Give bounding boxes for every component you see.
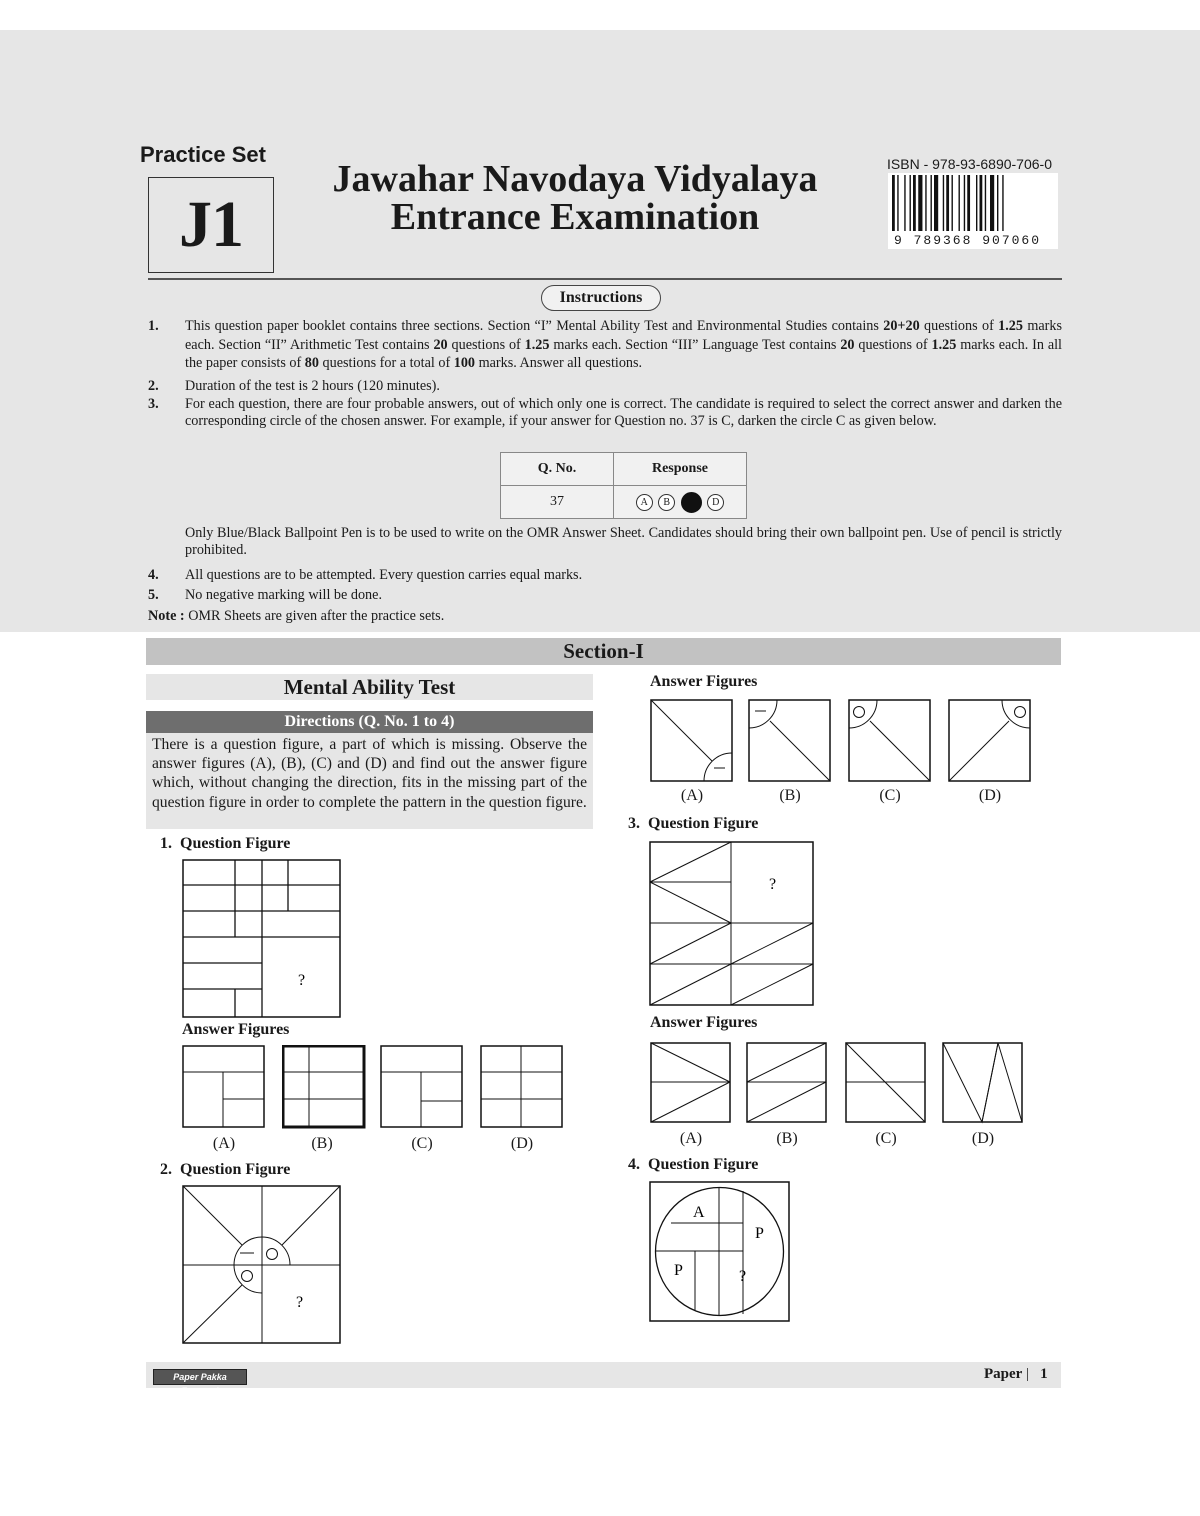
note-label: Note :: [148, 608, 185, 624]
q3-answer-c: [845, 1042, 927, 1124]
barcode-bar: [904, 175, 905, 231]
instruction-number: 4.: [148, 567, 159, 583]
barcode-bar: [943, 175, 944, 231]
barcode-bar: [985, 175, 986, 231]
header-divider: [148, 278, 1062, 280]
barcode-bar: [952, 175, 953, 231]
q3-answers-label: Answer Figures: [650, 1014, 758, 1031]
q1-label-d: (D): [510, 1135, 534, 1152]
directions-text: There is a question figure, a part of which is missing. Observe the answer figures (A), (B), (C) and (D) and find out the answer figure which, without changing the direction, fits in the missing part of the question figure in order to complete the pattern in the question figure.: [146, 733, 593, 829]
q2-heading: [160, 1161, 290, 1179]
instruction-text: For each question, there are four probable answers, out of which only one is correct. The candidate is required to select the correct answer and darken the corresponding circle of the chosen answer. For example, if your answer for Question no. 37 is C, darken the circle C as given below.: [185, 396, 1062, 429]
q2-label-c: (C): [879, 787, 901, 804]
response-example-table: [500, 452, 747, 519]
q1-label-c: (C): [411, 1135, 433, 1152]
q2-missing-mark: ?: [296, 1294, 304, 1311]
q4-letter-a: A: [693, 1204, 705, 1221]
q1-heading: [160, 835, 290, 853]
barcode-bar: [967, 175, 970, 231]
barcode-bar: [997, 175, 998, 231]
q3-number: 3.: [628, 815, 640, 832]
barcode-bar: [918, 175, 922, 231]
test-name: Mental Ability Test: [146, 674, 593, 700]
isbn-text: ISBN - 978-93-6890-706-0: [887, 156, 1052, 172]
q2-answer-b: [748, 699, 832, 783]
page-separator: |: [1025, 1366, 1029, 1382]
instruction-text: Duration of the test is 2 hours (120 minutes).: [185, 378, 440, 394]
instruction-text: This question paper booklet contains three sections. Section “I” Mental Ability Test and Environmental Studies contains 20+20 questions of 1.25 marks each. Section “II” Arithmetic Test contains 20 questions of 1.25 marks each. Section “III” Language Test contains 20 questions of 1.25 marks each. In all the paper consists of 80 questions for a total of 100 marks. Answer all questions.: [185, 318, 1062, 371]
q1-missing-mark: ?: [298, 972, 306, 989]
barcode-bar: [990, 175, 994, 231]
note: [148, 607, 444, 626]
barcode-bar: [910, 175, 911, 231]
q2-answer-d: [948, 699, 1032, 783]
barcode-bar: [925, 175, 926, 231]
barcode-bar: [897, 175, 898, 231]
page-title: [290, 160, 860, 236]
q2-number: 2.: [160, 1161, 172, 1178]
instruction-number: 5.: [148, 587, 159, 603]
barcode-bar: [959, 175, 960, 231]
q2-question-figure: [182, 1185, 342, 1345]
q4-number: 4.: [628, 1156, 640, 1173]
qno-value: 37: [501, 486, 614, 519]
footer-bar: [146, 1362, 1061, 1388]
page-number-value: 1: [1040, 1366, 1048, 1382]
q3-question-figure: [649, 841, 815, 1007]
instruction-number: 3.: [148, 396, 159, 412]
section-title: Section-I: [146, 638, 1061, 665]
bubble-a: A: [636, 494, 653, 511]
bubble-c-filled: [681, 492, 702, 513]
q3-answer-a: [650, 1042, 732, 1124]
instructions-heading: Instructions: [541, 285, 661, 311]
bubble-b: B: [658, 494, 675, 511]
bubble-d: D: [707, 494, 724, 511]
q2-answers-label: Answer Figures: [650, 673, 758, 690]
instruction-text: No negative marking will be done.: [185, 587, 382, 603]
q3-missing-mark: ?: [769, 876, 777, 893]
q1-label-a: (A): [212, 1135, 236, 1152]
publisher-logo: Paper Pakka Faarega!: [153, 1369, 247, 1385]
instruction-text: Only Blue/Black Ballpoint Pen is to be used to write on the OMR Answer Sheet. Candidates should bring their own ballpoint pen. Use of pencil is strictly prohibited.: [185, 525, 1062, 558]
q2-label-d: (D): [978, 787, 1002, 804]
q1-answer-a: [182, 1045, 266, 1129]
q3-label-a: (A): [679, 1130, 703, 1147]
barcode-digits: 9 789368 907060: [894, 233, 1042, 248]
q2-label-b: (B): [779, 787, 801, 804]
barcode: [888, 173, 1058, 249]
q3-label-d: (D): [971, 1130, 995, 1147]
title-line-2: Entrance Examination: [390, 196, 760, 238]
page-number: [984, 1366, 1048, 1383]
q3-answer-b: [746, 1042, 828, 1124]
q1-answer-b: [282, 1045, 366, 1129]
q1-answers-label: Answer Figures: [182, 1021, 290, 1038]
q3-label-c: (C): [875, 1130, 897, 1147]
barcode-bar: [1002, 175, 1003, 231]
barcode-bar: [946, 175, 949, 231]
q4-label: Question Figure: [648, 1156, 759, 1173]
barcode-bar: [931, 175, 932, 231]
q4-letter-p1: P: [755, 1225, 764, 1242]
response-bubbles: [614, 486, 747, 519]
q1-label-b: (B): [311, 1135, 333, 1152]
q1-answer-c: [380, 1045, 464, 1129]
note-text: OMR Sheets are given after the practice sets.: [188, 608, 445, 624]
q1-answer-d: [480, 1045, 564, 1129]
barcode-bar: [980, 175, 983, 231]
title-line-1: Jawahar Navodaya Vidyalaya: [332, 158, 818, 200]
instruction-number: 1.: [148, 318, 159, 334]
q3-heading: [628, 815, 758, 833]
q1-label: Question Figure: [180, 835, 291, 852]
set-code: J1: [148, 177, 274, 273]
barcode-bar: [913, 175, 916, 231]
page-label: Paper: [984, 1366, 1023, 1382]
response-header: Response: [614, 453, 747, 486]
barcode-bar: [892, 175, 895, 231]
q3-answer-d: [942, 1042, 1024, 1124]
q4-letter-p2: P: [674, 1262, 683, 1279]
instruction-number: 2.: [148, 378, 159, 394]
qno-header: Q. No.: [501, 453, 614, 486]
q1-question-figure: [182, 859, 342, 1019]
q4-missing-mark: ?: [739, 1268, 747, 1285]
q3-label: Question Figure: [648, 815, 759, 832]
q2-label: Question Figure: [180, 1161, 291, 1178]
q4-question-figure: [649, 1181, 791, 1323]
q2-label-a: (A): [680, 787, 704, 804]
q1-number: 1.: [160, 835, 172, 852]
barcode-bar: [976, 175, 977, 231]
q4-heading: [628, 1156, 758, 1174]
q2-answer-a: [650, 699, 734, 783]
instruction-text: All questions are to be attempted. Every question carries equal marks.: [185, 567, 583, 583]
directions-heading: Directions (Q. No. 1 to 4): [146, 711, 593, 733]
q3-label-b: (B): [776, 1130, 798, 1147]
q2-answer-c: [848, 699, 932, 783]
barcode-bar: [934, 175, 938, 231]
practice-set-label: Practice Set: [140, 142, 266, 167]
barcode-bar: [964, 175, 965, 231]
